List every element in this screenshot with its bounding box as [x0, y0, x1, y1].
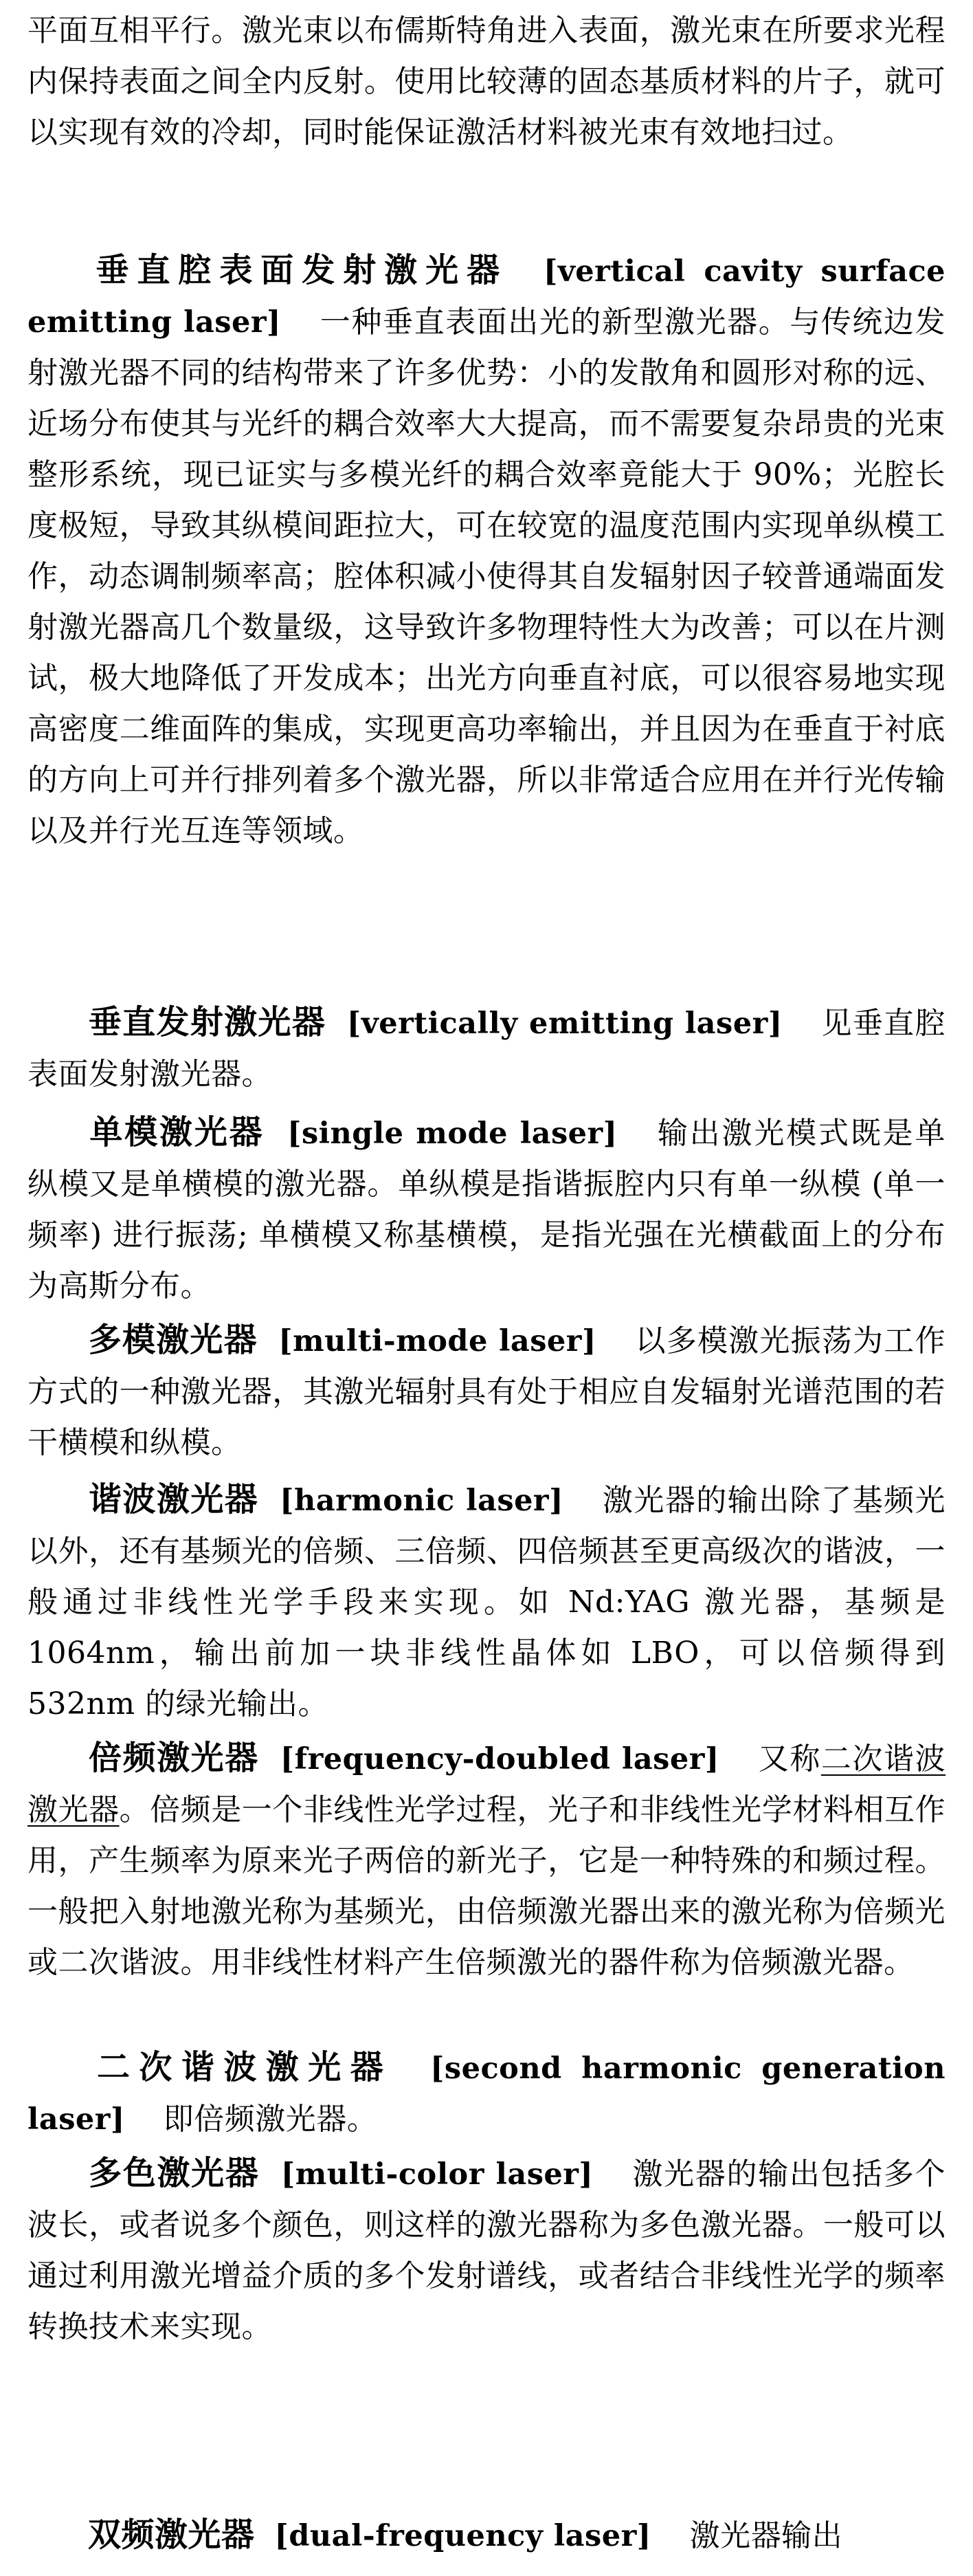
entry-term-en: [frequency-doubled laser]	[280, 1742, 719, 1776]
entry-xref-suffix: 。	[346, 2102, 378, 2137]
entry-definition: 以多模激光振荡为工作方式的一种激光器，其激光辐射具有处于相应自发辐射光谱范围的若干横模和纵模。	[27, 1323, 946, 1460]
entry-term-zh: 二次谐波激光器	[88, 2048, 393, 2087]
entry-term-zh: 单模激光器	[88, 1113, 265, 1152]
entry-multi-mode	[27, 1314, 946, 1468]
entry-term-zh: 多模激光器	[88, 1321, 258, 1359]
entry-xref-target[interactable]: 垂直腔表面发射激光器	[27, 1006, 946, 1092]
entry-harmonic	[27, 1474, 946, 1730]
entry-term-en: [multi-mode laser]	[278, 1324, 596, 1358]
entry-definition: 一种垂直表面出光的新型激光器。与传统边发射激光器不同的结构带来了许多优势：小的发散角和圆形对称的远、近场分布使其与光纤的耦合效率大大提高，而不需要复杂昂贵的光束整形系统，现已证实与多模光纤的耦合效率竟能大于 90%；光腔长度极短，导致其纵模间距拉大，可在较宽的温度范围内实现单纵模工作，动态调制频率高；腔体积减小使得其自发辐射因子较普通端面发射激光器高几个数量级，这导致许多物理特性大为改善；可以在片测试，极大地降低了开发成本；出光方向垂直衬底，可以很容易地实现高密度二维面阵的集成，实现更高功率输出，并且因为在垂直于衬底的方向上可并行排列着多个激光器，所以非常适合应用在并行光传输以及并行光互连等领域。	[27, 305, 946, 848]
entry-term-en: [single mode laser]	[287, 1116, 618, 1151]
entry-term-en: [dual-frequency laser]	[274, 2519, 651, 2553]
entry-dual-frequency	[27, 2509, 946, 2562]
entry-term-zh: 多色激光器	[88, 2154, 260, 2192]
entry-definition: 。倍频是一个非线性光学过程，光子和非线性光学材料相互作用，产生频率为原来光子两倍的新光子，它是一种特殊的和频过程。一般把入射地激光称为基频光，由倍频激光器出来的激光称为倍频光或二次谐波。用非线性材料产生倍频激光的器件称为倍频激光器。	[27, 1792, 946, 1980]
entry-xref-prefix: 即	[163, 2102, 194, 2137]
entry-definition: 激光器输出	[689, 2518, 843, 2553]
entry-xref-suffix: 。	[241, 1057, 272, 1092]
entry-term-en: [vertically emitting laser]	[346, 1006, 783, 1041]
entry-xref-target[interactable]: 倍频激光器	[194, 2102, 347, 2137]
entry-term-zh: 谐波激光器	[88, 1480, 259, 1519]
entry-frequency-doubled	[27, 1732, 946, 1988]
entry-multi-color	[27, 2148, 946, 2353]
entry-alias-link[interactable]: 二次谐波激光器	[27, 1741, 946, 1827]
entry-vcsel	[27, 245, 946, 857]
entry-xref-prefix: 见	[820, 1006, 853, 1041]
entry-term-en: [harmonic laser]	[280, 1484, 563, 1518]
entry-definition: 激光器的输出除了基频光以外，还有基频光的倍频、三倍频、四倍频甚至更高级次的谐波，一般通过非线性光学手段来实现。如 Nd:YAG 激光器，基频是 1064nm，输出前加一块非线性晶体如 LBO，可以倍频得到 532nm 的绿光输出。	[27, 1483, 946, 1721]
entry-definition: 输出激光模式既是单纵模又是单横模的激光器。单纵模是指谐振腔内只有单一纵模 (单一频率) 进行振荡; 单横模又称基横模，是指光强在光横截面上的分布为高斯分布。	[27, 1116, 946, 1303]
entry-vertically-emitting	[27, 997, 946, 1100]
entry-term-en: [multi-color laser]	[280, 2157, 594, 2192]
continuation-paragraph	[27, 5, 946, 158]
entry-term-en: [vertical cavity surface emitting laser]	[27, 254, 946, 340]
entry-term-en: [second harmonic generation laser]	[27, 2051, 946, 2137]
entry-term-zh: 垂直发射激光器	[88, 1003, 326, 1042]
entry-single-mode	[27, 1107, 946, 1312]
continuation-text: 平面互相平行。激光束以布儒斯特角进入表面，激光束在所要求光程内保持表面之间全内反射。使用比较薄的固态基质材料的片子，就可以实现有效的冷却，同时能保证激活材料被光束有效地扫过。	[27, 13, 946, 150]
entry-term-zh: 双频激光器	[88, 2516, 255, 2554]
entry-second-harmonic	[27, 2042, 946, 2145]
entry-term-zh: 垂直腔表面发射激光器	[88, 251, 508, 289]
entry-definition: 激光器的输出包括多个波长，或者说多个颜色，则这样的激光器称为多色激光器。一般可以通过利用激光增益介质的多个发射谱线，或者结合非线性光学的频率转换技术来实现。	[27, 2157, 946, 2344]
entry-alias-prefix: 又称	[757, 1741, 821, 1776]
entry-term-zh: 倍频激光器	[88, 1739, 259, 1777]
